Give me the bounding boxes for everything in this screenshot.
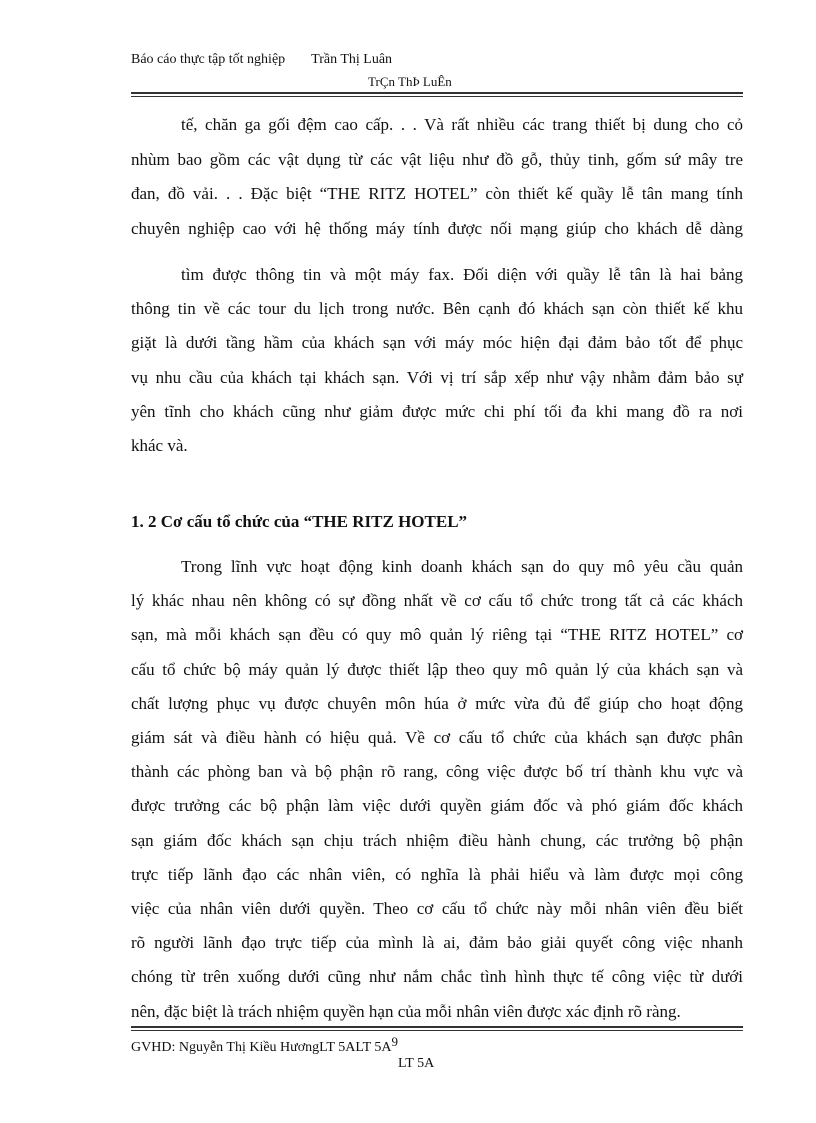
text-line: thành các phòng ban và bộ phận rõ rang, công việc được bố trí thành khu vực và bbox=[131, 762, 743, 782]
footer-class: LT 5A bbox=[398, 1056, 435, 1071]
page-number: 9 bbox=[391, 1034, 399, 1049]
text-line: cấu tổ chức bộ máy quản lý được thiết lập theo quy mô quản lý của khách sạn và bbox=[131, 659, 743, 679]
text-line: chóng từ trên xuống dưới cũng như nắm chắc tình hình thực tế công việc từ dưới bbox=[131, 967, 743, 987]
paragraph-2 bbox=[131, 258, 743, 463]
text-line: yên tĩnh cho khách cũng như giảm được mức chi phí tối đa khi mang đồ ra nơi bbox=[131, 401, 743, 421]
text-line: sạn giám đốc khách sạn chịu trách nhiệm điều hành chung, các trưởng bộ phận bbox=[131, 830, 743, 850]
text-line: vụ nhu cầu của khách tại khách sạn. Với vị trí sắp xếp như vậy nhằm đảm bảo sự bbox=[131, 367, 743, 387]
text-line: được trưởng các bộ phận làm việc dưới quyền giám đốc và phó giám đốc khách bbox=[131, 796, 743, 816]
paragraph-1 bbox=[131, 108, 743, 246]
text-line: giám sát và điều hành có hiệu quả. Về cơ cấu tổ chức của khách sạn được phân bbox=[131, 728, 743, 748]
header-line bbox=[131, 52, 392, 68]
header-divider bbox=[131, 92, 743, 97]
text-line: nhùm bao gồm các vật dụng từ các vật liệu như đồ gỗ, thủy tinh, gốm sứ mây tre bbox=[131, 149, 743, 169]
text-line: đan, đồ vải. . . Đặc biệt “THE RITZ HOTEL” còn thiết kế quầy lễ tân mang tính bbox=[131, 184, 743, 203]
text-line: trực tiếp lãnh đạo các nhân viên, có nghĩa là phải hiểu và làm được mọi công bbox=[131, 864, 743, 884]
advisor-name: GVHD: Nguyễn Thị Kiều HươngLT 5ALT 5A bbox=[131, 1040, 392, 1055]
text-line: tìm được thông tin và một máy fax. Đối diện với quầy lễ tân là hai bảng bbox=[181, 265, 743, 284]
text-line: chuyên nghiệp cao với hệ thống máy tính được nối mạng giúp cho khách dễ dàng bbox=[131, 218, 743, 238]
text-line: chất lượng phục vụ được chuyên môn húa ở mức vừa đủ để giúp cho hoạt động bbox=[131, 693, 743, 713]
text-line: thông tin về các tour du lịch trong nước. Bên cạnh đó khách sạn còn thiết kế khu bbox=[131, 299, 743, 319]
footer-line bbox=[131, 1034, 398, 1056]
text-line: việc của nhân viên dưới quyền. Theo cơ cấu tổ chức này mỗi nhân viên đều biết bbox=[131, 899, 743, 919]
text-line: rõ người lãnh đạo trực tiếp của mình là ai, đảm bảo giải quyết công việc nhanh bbox=[131, 933, 743, 953]
paragraph-3 bbox=[131, 550, 743, 1029]
text-line: nên, đặc biệt là trách nhiệm quyền hạn của mỗi nhân viên được xác định rõ ràng. bbox=[131, 1001, 681, 1021]
report-title: Báo cáo thực tập tốt nghiệp bbox=[131, 52, 286, 67]
author-name-garbled: TrÇn ThÞ LuÊn bbox=[368, 74, 452, 89]
author-name: Trần Thị Luân bbox=[311, 52, 393, 67]
text-line: Trong lĩnh vực hoạt động kinh doanh khách sạn do quy mô yêu cầu quản bbox=[181, 557, 743, 576]
text-line: sạn, mà mỗi khách sạn đều có quy mô quản lý riêng tại “THE RITZ HOTEL” cơ bbox=[131, 625, 743, 645]
footer-divider bbox=[131, 1026, 743, 1031]
text-line: tế, chăn ga gối đệm cao cấp. . . Và rất nhiều các trang thiết bị dung cho cỏ bbox=[181, 115, 743, 134]
text-line: giặt là dưới tầng hầm của khách sạn với máy móc hiện đại đảm bảo tốt để phục bbox=[131, 333, 743, 353]
section-heading: 1. 2 Cơ cấu tổ chức của “THE RITZ HOTEL” bbox=[131, 512, 468, 531]
text-line: khác và. bbox=[131, 436, 188, 456]
text-line: lý khác nhau nên không có sự đồng nhất về cơ cấu tổ chức trong tất cả các khách bbox=[131, 591, 743, 611]
